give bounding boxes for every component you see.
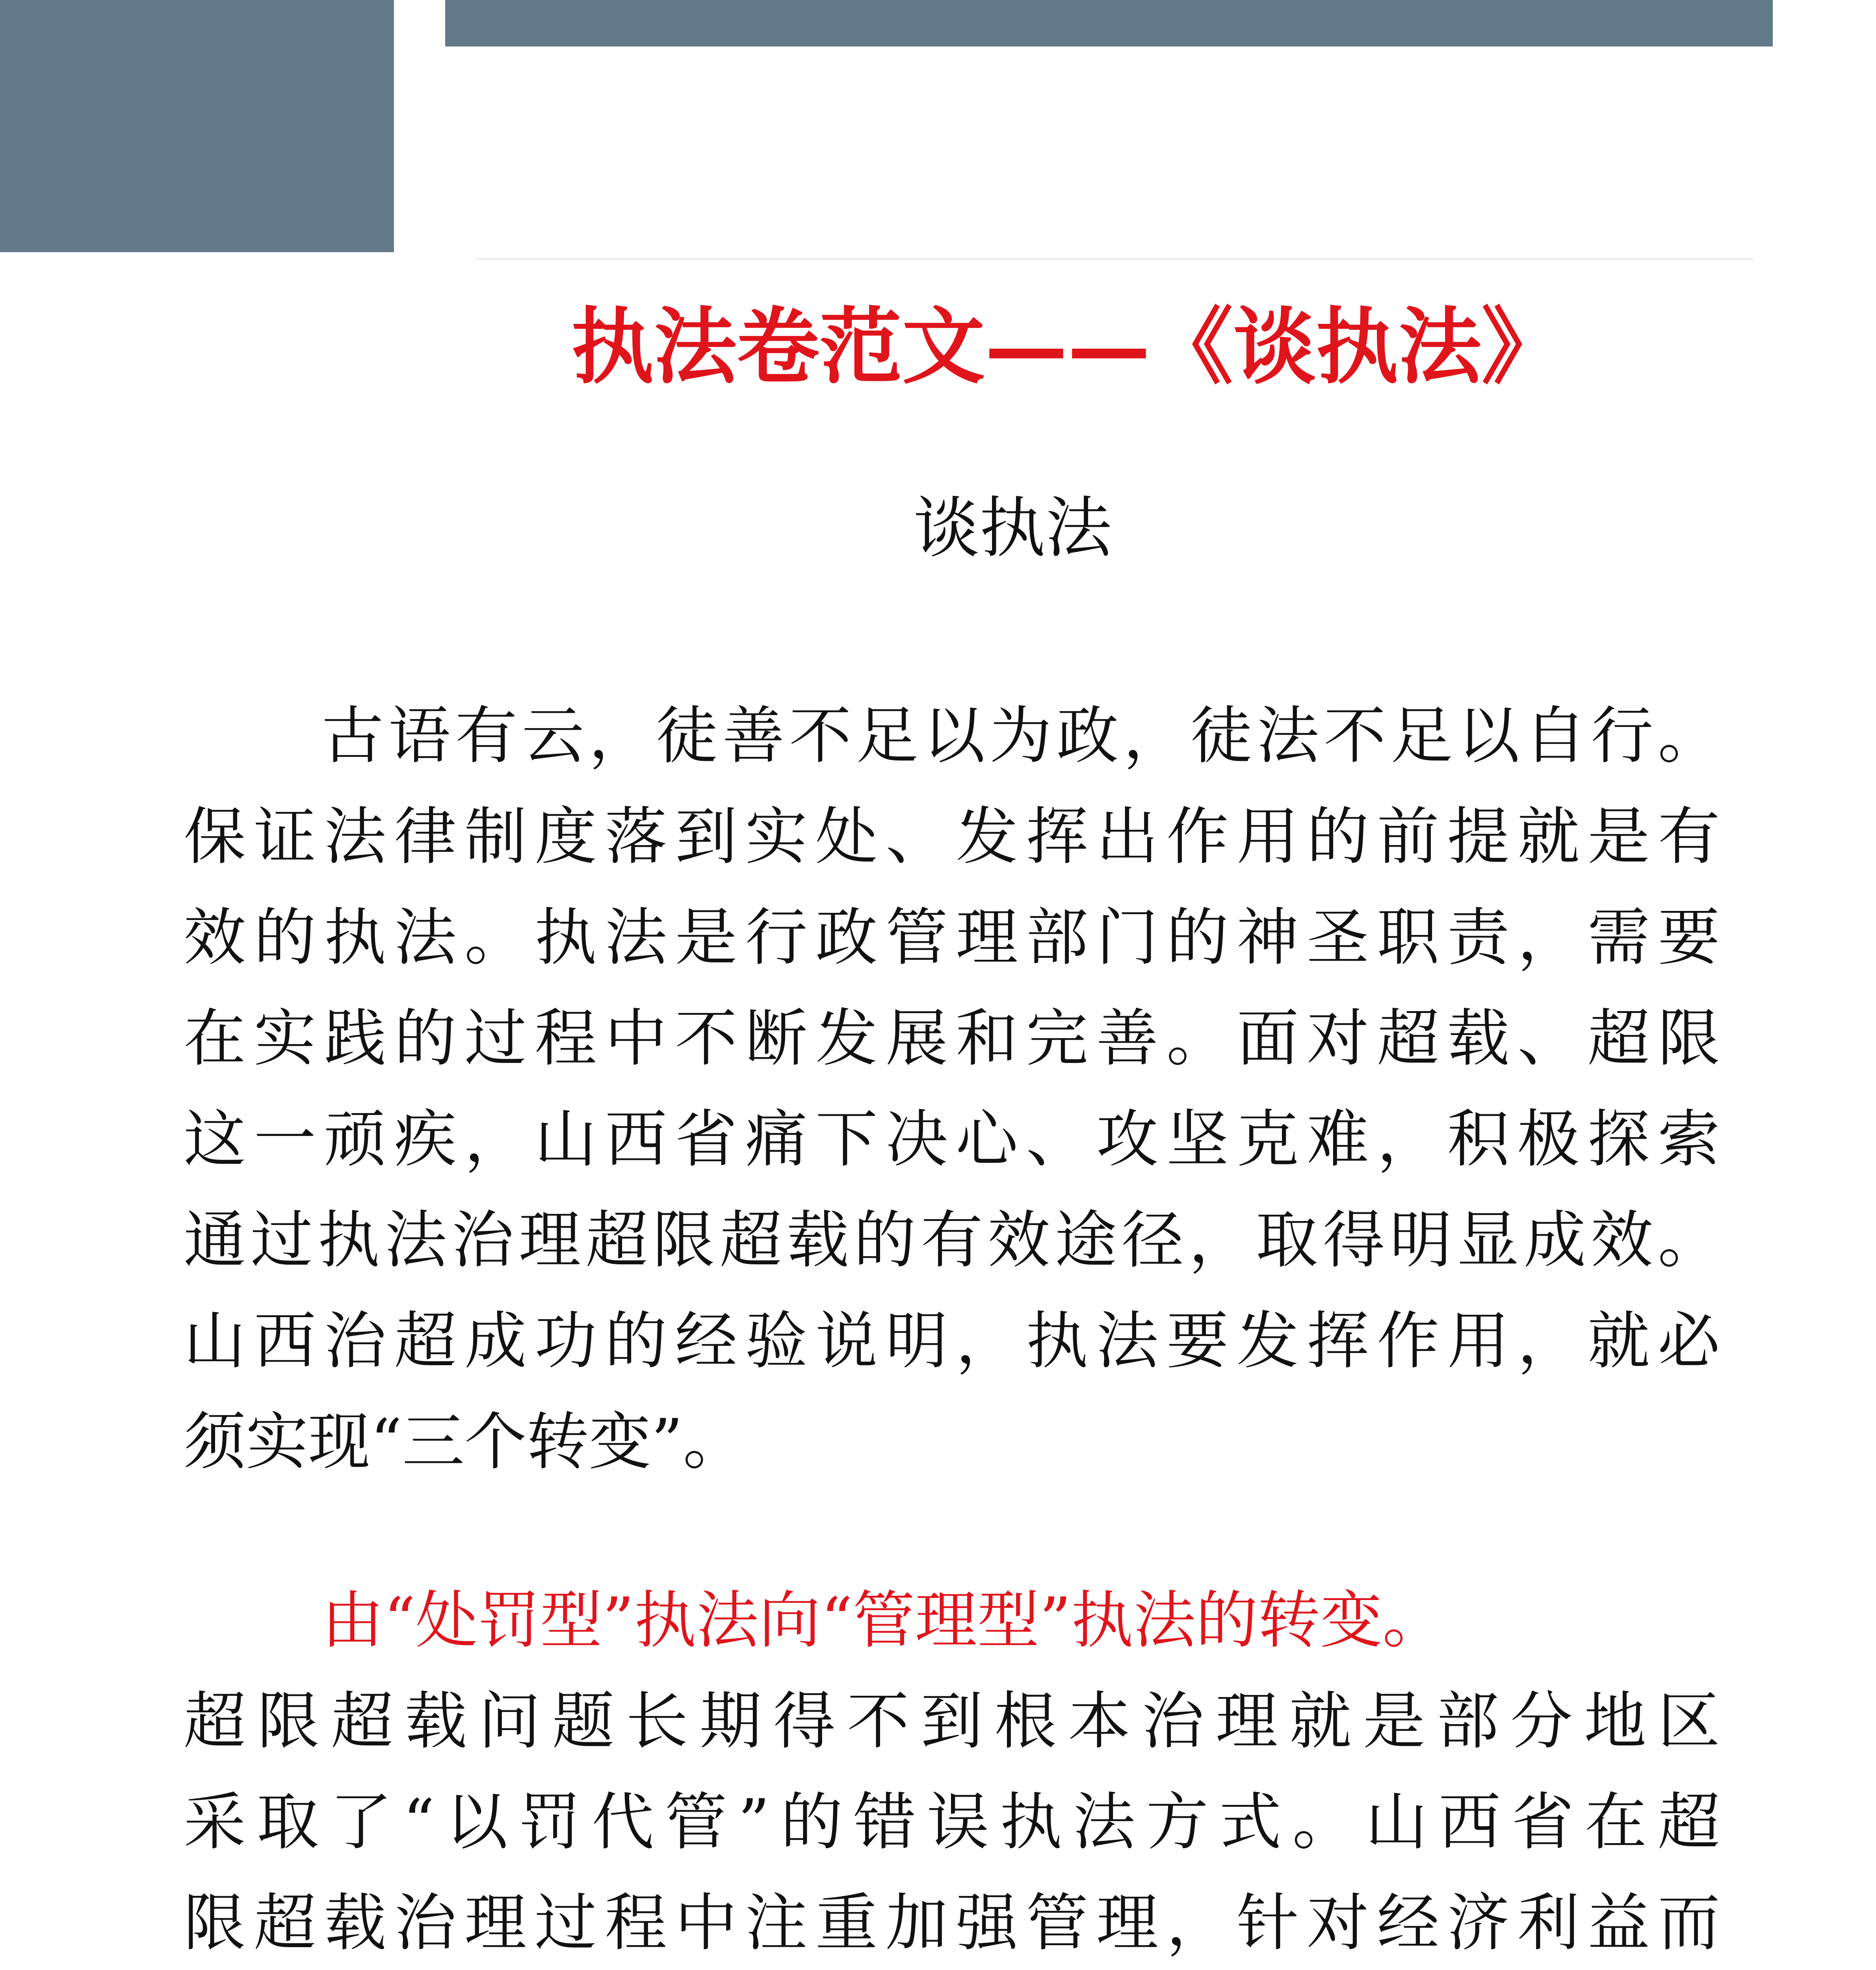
paragraph-line: 须实现“三个转变”。	[184, 1406, 745, 1478]
paragraph-line: 效的执法。执法是行政管理部门的神圣职责，需要	[184, 901, 1720, 974]
header-divider	[477, 258, 1753, 260]
paragraph-line: 通过执法治理超限超载的有效途径，取得明显成效。	[184, 1204, 1720, 1277]
paragraph-line: 古语有云，徒善不足以为政，徒法不足以自行。	[321, 700, 1720, 772]
paragraph-line: 采取了“以罚代管”的错误执法方式。山西省在超	[184, 1786, 1720, 1858]
paragraph-line: 超限超载问题长期得不到根本治理就是部分地区	[184, 1685, 1720, 1758]
decorative-corner-block	[0, 0, 394, 252]
paragraph-line: 在实践的过程中不断发展和完善。面对超载、超限	[184, 1002, 1720, 1075]
paragraph-line: 保证法律制度落到实处、发挥出作用的前提就是有	[184, 801, 1720, 873]
paragraph-line: 限超载治理过程中注重加强管理，针对经济利益而	[184, 1887, 1720, 1959]
body-paragraph-2	[184, 1570, 1720, 1970]
paragraph-line: 山西治超成功的经验说明，执法要发挥作用，就必	[184, 1305, 1720, 1377]
decorative-header-bar	[445, 0, 1773, 46]
paragraph-line: 这一顽疾，山西省痛下决心、攻坚克难，积极探索	[184, 1103, 1720, 1176]
body-paragraph-1	[184, 686, 1720, 1492]
document-subtitle: 谈执法	[913, 489, 1112, 567]
section-heading: 由“处罚型”执法向“管理型”执法的转变。	[321, 1584, 1445, 1657]
document-title: 执法卷范文——《谈执法》	[571, 298, 1564, 395]
